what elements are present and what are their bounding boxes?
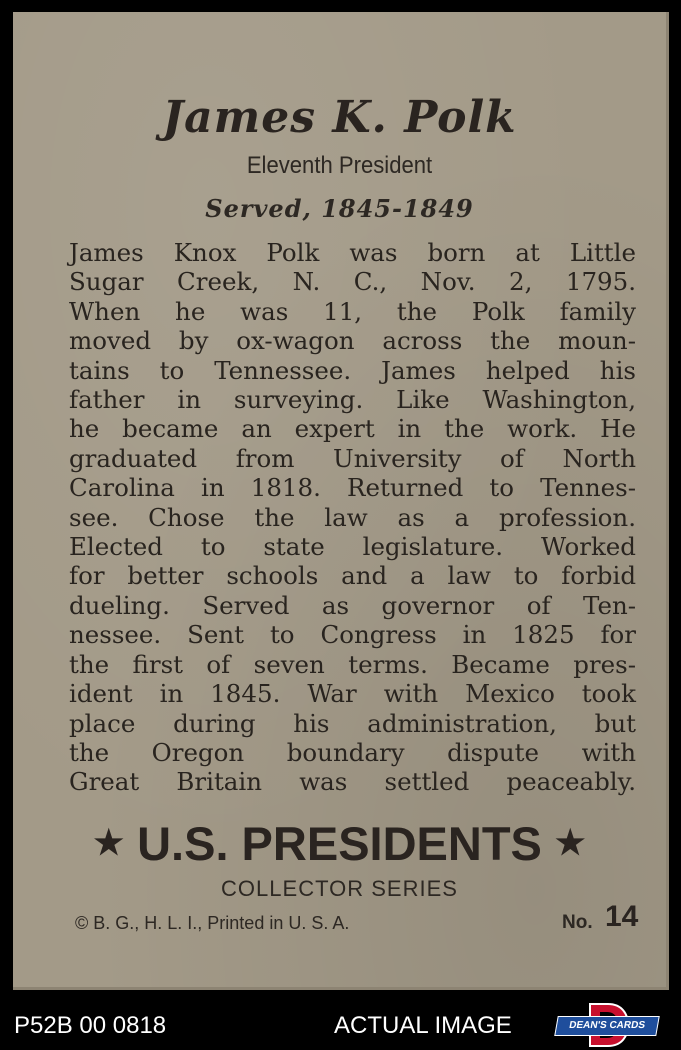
president-ordinal: Eleventh President — [246, 152, 433, 179]
biography-text — [69, 238, 636, 797]
bio-line: Great Britain was settled peaceably. — [69, 767, 636, 797]
card-number-label: No. — [562, 912, 593, 933]
bio-line: dueling. Served as governor of Ten- — [69, 590, 636, 620]
bio-line: for better schools and a law to forbid — [69, 561, 636, 591]
deans-cards-logo[interactable] — [556, 1002, 666, 1048]
bio-line: see. Chose the law as a profession. — [69, 502, 636, 532]
card-number: 14 — [605, 900, 639, 933]
bio-line: the Oregon boundary dispute with — [69, 737, 636, 767]
term-served: Served, 1845-1849 — [205, 194, 474, 223]
logo-wordmark: DEAN'S CARDS — [554, 1016, 660, 1036]
bio-line: Elected to state legislature. Worked — [69, 532, 636, 562]
actual-image-label: ACTUAL IMAGE — [334, 1012, 512, 1039]
card-back — [13, 12, 669, 990]
bio-line: Sugar Creek, N. C., Nov. 2, 1795. — [69, 267, 636, 297]
bio-line: the first of seven terms. Became pres- — [69, 649, 636, 679]
series-title — [13, 816, 666, 871]
bio-line: nessee. Sent to Congress in 1825 for — [69, 620, 636, 650]
bio-line: Carolina in 1818. Returned to Tennes- — [69, 473, 636, 503]
series-title-text: U.S. PRESIDENTS — [137, 817, 542, 870]
president-name: James K. Polk — [162, 92, 517, 143]
star-icon: ★ — [93, 824, 125, 862]
bio-line: ident in 1845. War with Mexico took — [69, 679, 636, 709]
inventory-code: P52B 00 0818 — [14, 1012, 167, 1039]
bio-line: tains to Tennessee. James helped his — [69, 355, 636, 385]
copyright-line: © B. G., H. L. I., Printed in U. S. A. — [75, 913, 350, 933]
bio-line: place during his administration, but — [69, 708, 636, 738]
bio-line: moved by ox-wagon across the moun- — [69, 326, 636, 356]
bio-line: When he was 11, the Polk family — [69, 296, 636, 326]
star-icon: ★ — [554, 824, 586, 862]
series-subtitle: COLLECTOR SERIES — [221, 876, 458, 901]
bio-line: James Knox Polk was born at Little — [69, 238, 636, 267]
bio-line: he became an expert in the work. He — [69, 414, 636, 444]
bio-line: graduated from University of North — [69, 443, 636, 473]
bio-line: father in surveying. Like Washington, — [69, 385, 636, 415]
